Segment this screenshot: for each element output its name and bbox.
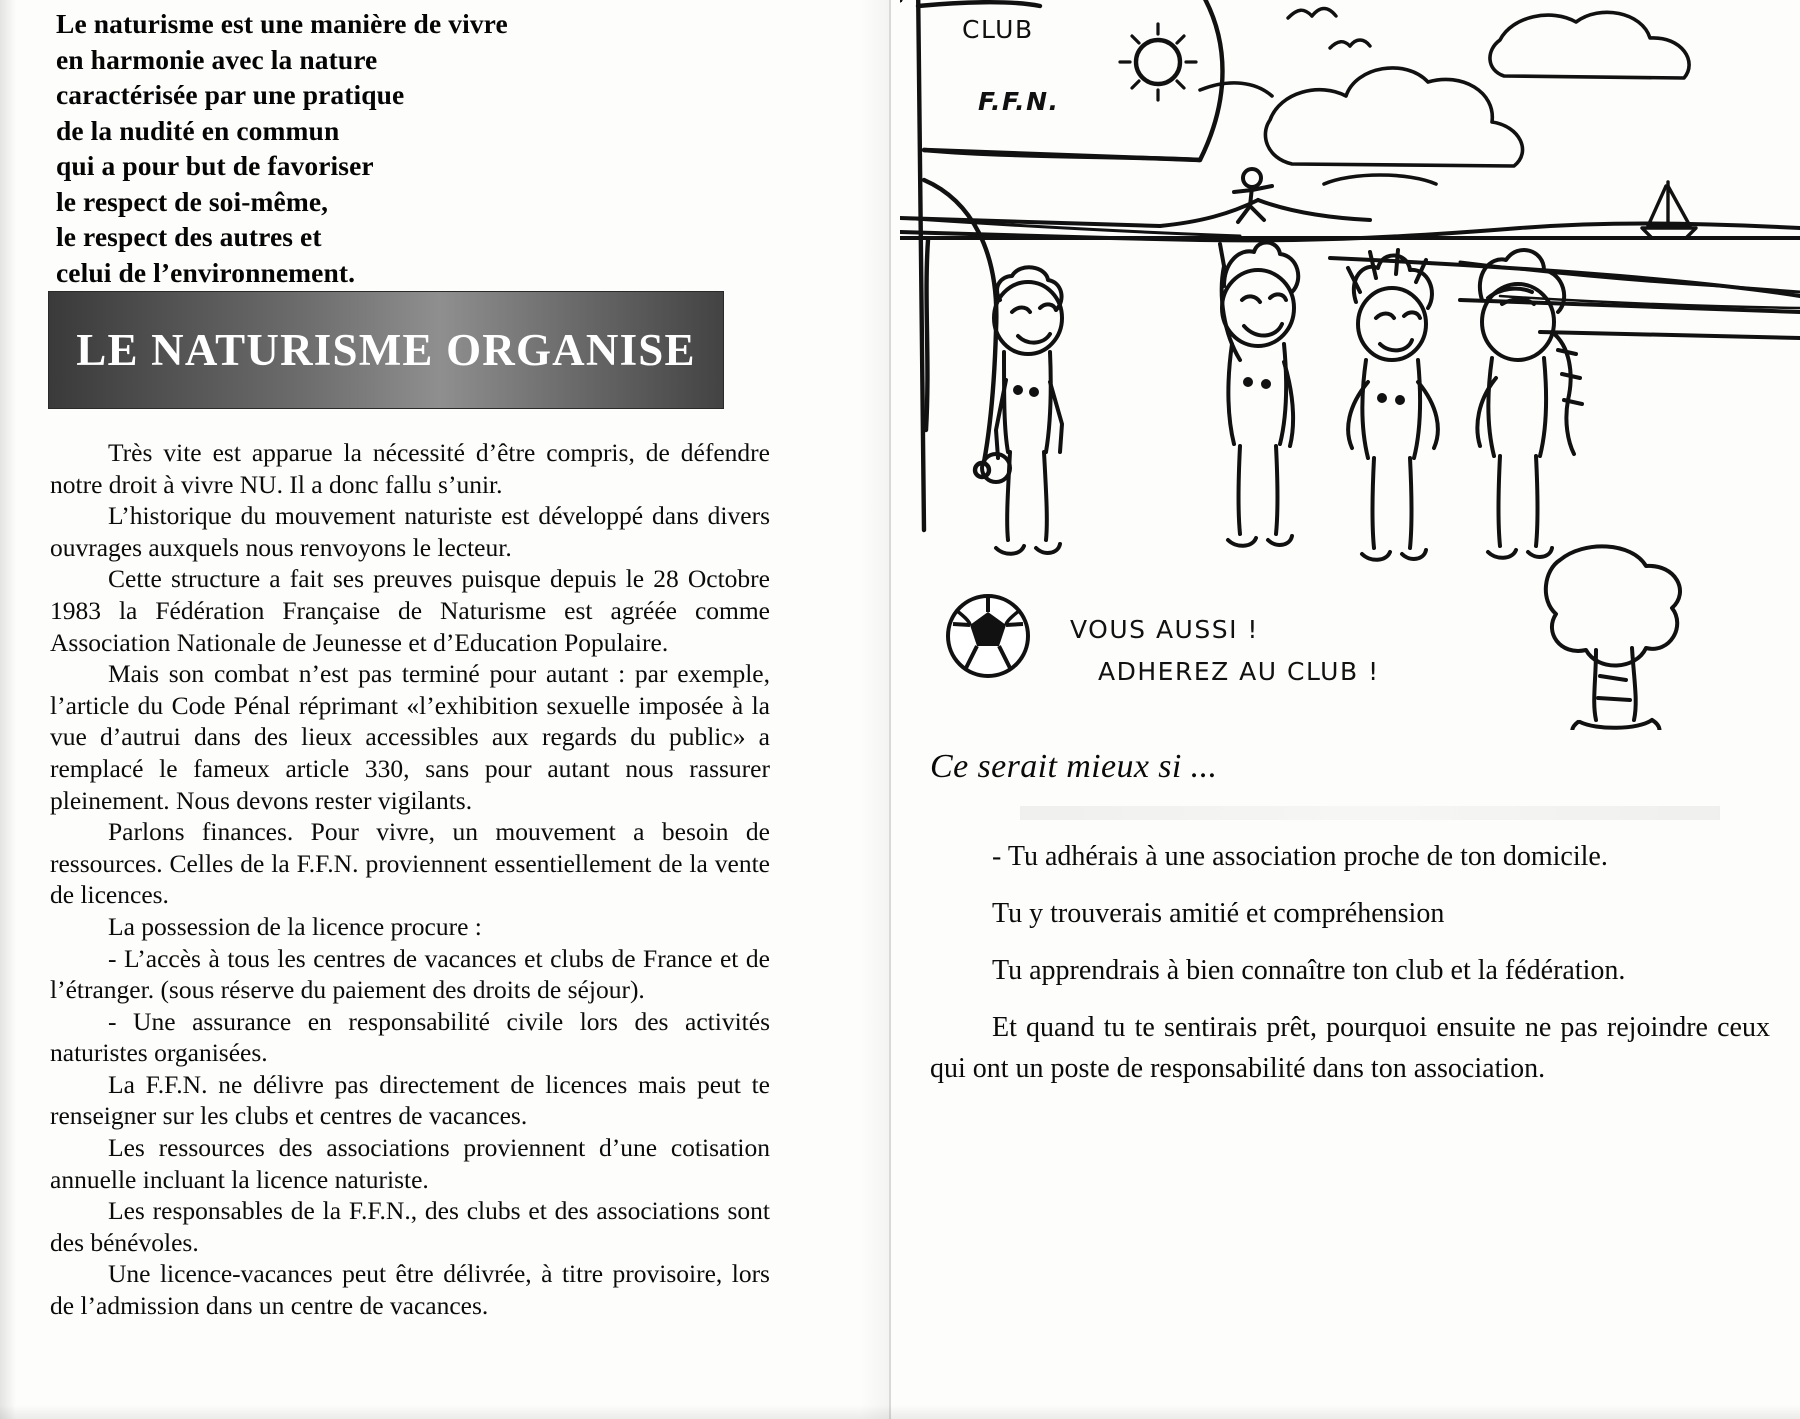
paragraph: Une licence-vacances peut être délivrée, à titre provisoire, lors de l’admission dans un centre de vacances. (50, 1259, 770, 1321)
left-column (48, 0, 888, 1419)
intro-line: le respect des autres et (56, 221, 322, 252)
intro-statement (56, 6, 756, 290)
paragraph: Tu y trouverais amitié et compréhension (992, 898, 1445, 929)
cartoon-illustration (900, 0, 1800, 730)
intro-line: de la nudité en commun (56, 114, 340, 146)
kid-figure (982, 267, 1062, 553)
paragraph: Et quand tu te sentirais prêt, pourquoi ensuite ne pas rejoindre ceux qui ont un poste de responsabilité dans ton association. (930, 1012, 1770, 1084)
page-fold-shading (860, 0, 890, 1419)
paragraph: L’historique du mouvement naturiste est développé dans divers ouvrages auxquels nous renvoyons le lecteur. (50, 501, 770, 562)
right-column (900, 0, 1800, 1419)
football-icon (948, 596, 1028, 676)
paragraph: - L’accès à tous les centres de vacances et clubs de France et de l’étranger. (sous réserve du paiement des droits de séjour). (50, 943, 770, 1005)
intro-line: Le naturisme est une manière de vivre (56, 8, 508, 39)
clouds-icon (1200, 12, 1689, 184)
paragraph: Les ressources des associations proviennent d’une cotisation annuelle incluant la licence naturiste. (50, 1133, 770, 1194)
kid-figure (1348, 250, 1438, 560)
intro-line: le respect de soi-même, (56, 185, 329, 217)
left-body-text (50, 437, 770, 1322)
intro-line: celui de l’environnement. (56, 256, 356, 288)
paragraph: Tu apprendrais à bien connaître ton club et la fédération. (992, 955, 1626, 986)
page-fold-line (889, 0, 891, 1419)
scan-bottom-shadow (0, 1405, 1800, 1419)
section-title: LE NATURISME ORGANISE (76, 325, 696, 375)
intro-line: caractérisée par une pratique (56, 79, 405, 110)
birds-icon (1288, 9, 1370, 49)
intro-line: qui a pour but de favoriser (56, 150, 374, 181)
right-body-text (930, 836, 1770, 1089)
kid-figure (1477, 250, 1582, 558)
flag-ffn-label: F.F.N. (978, 87, 1060, 116)
flag-club-label: CLUB (962, 15, 1034, 44)
faint-scan-artifact (1020, 806, 1720, 820)
paragraph: Très vite est apparue la nécessité d’être compris, de défendre notre droit à vivre NU. Il a donc fallu s’unir. (50, 438, 770, 499)
kid-figure (1220, 242, 1298, 545)
intro-line: en harmonie avec la nature (56, 43, 378, 75)
paragraph: Mais son combat n’est pas terminé pour autant : par exemple, l’article du Code Pénal réprimant «l’exhibition sexuelle imposée à la vue d’autrui dans des lieux accessibles aux regards du public» a remplacé le fameux article 330, sans pour autant nous rassurer pleinement. Nous devons rester vigilants. (50, 659, 770, 815)
caption-line-1: VOUS AUSSI ! (1070, 615, 1259, 644)
tree-icon (1546, 546, 1680, 730)
paragraph: Parlons finances. Pour vivre, un mouvement a besoin de ressources. Celles de la F.F.N. proviennent essentiellement de la vente de licences. (50, 817, 770, 910)
paragraph: Cette structure a fait ses preuves puisque depuis le 28 Octobre 1983 la Fédération Française de Naturisme est agréée comme Association Nationale de Jeunesse et d’Education Populaire. (50, 564, 770, 657)
paragraph: - Tu adhérais à une association proche de ton domicile. (992, 841, 1608, 872)
paragraph: La possession de la licence procure : (108, 911, 482, 941)
paragraph: Les responsables de la F.F.N., des clubs et des associations sont des bénévoles. (50, 1196, 770, 1257)
caption-line-2: ADHEREZ AU CLUB ! (1098, 657, 1380, 686)
paragraph: - Une assurance en responsabilité civile lors des activités naturistes organisées. (50, 1006, 770, 1068)
sailboat-icon (1642, 182, 1696, 238)
kids-group (982, 242, 1582, 559)
paragraph: La F.F.N. ne délivre pas directement de licences mais peut te renseigner sur les clubs et centres de vacances. (50, 1069, 770, 1131)
right-subheading: Ce serait mieux si ... (930, 748, 1218, 785)
section-banner (48, 291, 724, 409)
scan-edge-shadow (0, 0, 16, 1419)
